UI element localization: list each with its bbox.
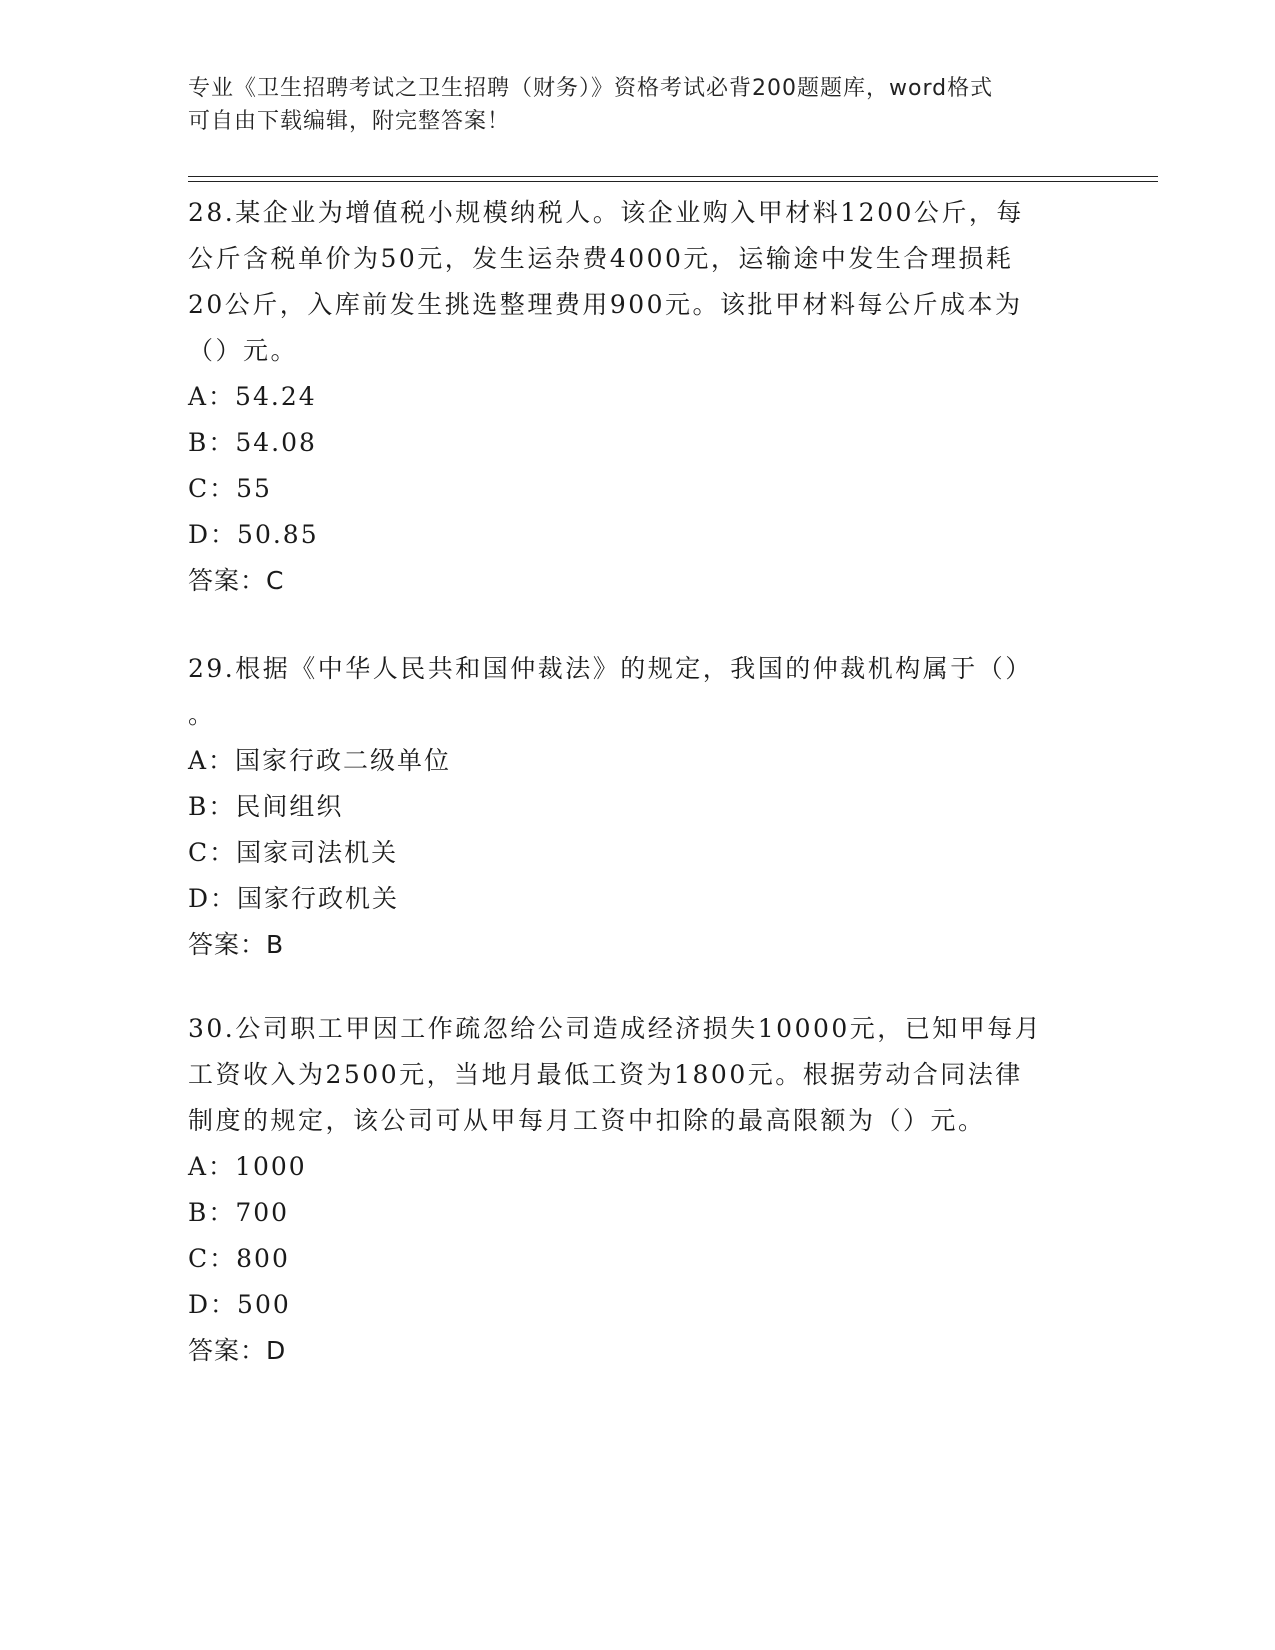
- option-d: D：500: [188, 1290, 291, 1319]
- option-c: C：55: [188, 474, 272, 503]
- option-b: B：700: [188, 1198, 290, 1227]
- question-stem-line: 制度的规定，该公司可从甲每月工资中扣除的最高限额为（）元。: [188, 1106, 986, 1135]
- header-divider-top: [188, 176, 1158, 177]
- option-d: D：国家行政机关: [188, 884, 400, 913]
- question-stem-line: 公斤含税单价为50元，发生运杂费4000元，运输途中发生合理损耗: [188, 244, 1014, 273]
- question-stem-line: 30.公司职工甲因工作疏忽给公司造成经济损失10000元，已知甲每月: [188, 1014, 1043, 1043]
- question-30: [188, 1006, 1068, 1374]
- question-stem-line: 。: [188, 700, 216, 729]
- option-c: C：800: [188, 1244, 290, 1273]
- answer: 答案：B: [188, 930, 285, 959]
- question-stem-line: （）元。: [188, 336, 299, 365]
- question-stem-line: 29.根据《中华人民共和国仲裁法》的规定，我国的仲裁机构属于（）: [188, 654, 1033, 683]
- option-a: A：1000: [188, 1152, 307, 1181]
- header-line-2: 可自由下载编辑，附完整答案！: [188, 109, 511, 134]
- question-29: [188, 646, 1068, 968]
- question-stem-line: 28.某企业为增值税小规模纳税人。该企业购入甲材料1200公斤，每: [188, 198, 1024, 227]
- option-b: B：民间组织: [188, 792, 344, 821]
- option-c: C：国家司法机关: [188, 838, 399, 867]
- document-header: [188, 72, 1068, 138]
- header-line-1: 专业《卫生招聘考试之卫生招聘（财务）》资格考试必背200题题库，word格式: [188, 76, 994, 101]
- option-a: A：国家行政二级单位: [188, 746, 452, 775]
- question-stem-line: 20公斤，入库前发生挑选整理费用900元。该批甲材料每公斤成本为: [188, 290, 1023, 319]
- option-a: A：54.24: [188, 382, 317, 411]
- answer: 答案：C: [188, 566, 285, 595]
- question-stem-line: 工资收入为2500元，当地月最低工资为1800元。根据劳动合同法律: [188, 1060, 1023, 1089]
- option-d: D：50.85: [188, 520, 319, 549]
- answer: 答案：D: [188, 1336, 287, 1365]
- question-28: [188, 190, 1068, 604]
- header-divider-bottom: [188, 181, 1158, 182]
- option-b: B：54.08: [188, 428, 317, 457]
